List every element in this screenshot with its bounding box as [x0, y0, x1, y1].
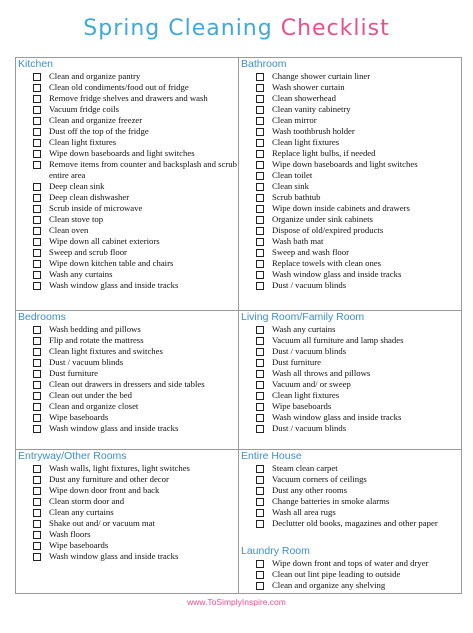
section-bathroom — [239, 58, 461, 291]
checkbox[interactable] — [256, 425, 264, 433]
checkbox[interactable] — [256, 128, 264, 136]
checkbox[interactable] — [256, 560, 264, 568]
checklist-item-label: Wipe baseboards — [49, 412, 109, 422]
checkbox[interactable] — [256, 216, 264, 224]
checklist-item — [16, 214, 238, 225]
checklist-item — [16, 368, 238, 379]
checklist-item-label: Wash window glass and inside tracks — [49, 551, 179, 561]
checkbox[interactable] — [256, 282, 264, 290]
checkbox[interactable] — [33, 227, 41, 235]
checklist-item — [16, 507, 238, 518]
checklist-item-label: Wipe down door front and back — [49, 485, 160, 495]
checklist-item — [16, 335, 238, 346]
checklist-item-label: Wash any curtains — [49, 269, 113, 279]
checklist-item — [16, 115, 238, 126]
checklist-item-label: Wash window glass and inside tracks — [272, 269, 402, 279]
checklist-item — [16, 280, 238, 291]
checkbox[interactable] — [33, 139, 41, 147]
checklist-item — [239, 390, 461, 401]
checkbox[interactable] — [256, 106, 264, 114]
checklist-item — [239, 463, 461, 474]
checklist-item-label: Scrub bathtub — [272, 192, 321, 202]
checkbox[interactable] — [256, 487, 264, 495]
checkbox[interactable] — [33, 271, 41, 279]
title-part-checklist: Checklist — [280, 16, 390, 41]
checklist-item-label: Clean storm door and — [49, 496, 125, 506]
checklist-item — [16, 346, 238, 357]
checklist-list — [16, 324, 238, 434]
checklist-item — [239, 368, 461, 379]
checkbox[interactable] — [256, 498, 264, 506]
checklist-item — [16, 551, 238, 562]
checklist-list — [239, 558, 461, 591]
checkbox[interactable] — [33, 282, 41, 290]
checkbox[interactable] — [33, 216, 41, 224]
section-title: Laundry Room — [241, 545, 310, 557]
section-title: Bathroom — [241, 58, 287, 70]
checklist-item — [239, 236, 461, 247]
checklist-item-label: Clean and organize closet — [49, 401, 139, 411]
checklist-item-label: Dust furniture — [49, 368, 98, 378]
checkbox[interactable] — [33, 238, 41, 246]
checklist-item-label: Dust / vacuum blinds — [272, 423, 347, 433]
checklist-item — [239, 126, 461, 137]
checkbox[interactable] — [33, 520, 41, 528]
checkbox[interactable] — [33, 370, 41, 378]
checklist-item-label: Wipe down inside cabinets and drawers — [272, 203, 410, 213]
checklist-item-label: Dust any other rooms — [272, 485, 348, 495]
section-entryway — [16, 450, 238, 562]
checklist-item-label: Wipe down baseboards and light switches — [49, 148, 195, 158]
checklist-item-label: Clean oven — [49, 225, 89, 235]
checklist-item-label: Wash bath mat — [272, 236, 324, 246]
checklist-item-label: Wipe down all cabinet exteriors — [49, 236, 160, 246]
checklist-item-label: Clean light fixtures — [272, 137, 340, 147]
checkbox[interactable] — [33, 73, 41, 81]
section-title: Living Room/Family Room — [241, 311, 365, 323]
checklist-item-label: Vacuum fridge coils — [49, 104, 119, 114]
checklist-item-label: Wash all area rugs — [272, 507, 336, 517]
checklist-item-label: Wash window glass and inside tracks — [49, 280, 179, 290]
checklist-item-label: Wipe baseboards — [49, 540, 109, 550]
checklist-item — [16, 126, 238, 137]
checklist-item-label: Dust / vacuum blinds — [272, 346, 347, 356]
checkbox[interactable] — [33, 194, 41, 202]
checklist-item-label: Wipe down kitchen table and chairs — [49, 258, 174, 268]
checklist-item-label: Deep clean dishwasher — [49, 192, 130, 202]
checkbox[interactable] — [256, 476, 264, 484]
checklist-item — [239, 225, 461, 236]
checklist-item-label: Wipe baseboards — [272, 401, 332, 411]
checkbox[interactable] — [33, 326, 41, 334]
checklist-grid — [15, 57, 462, 594]
checkbox[interactable] — [256, 509, 264, 517]
checklist-item-label: Clean and organize freezer — [49, 115, 143, 125]
checklist-list — [239, 324, 461, 434]
checklist-item — [239, 569, 461, 580]
checklist-item-label: Wash window glass and inside tracks — [49, 423, 179, 433]
checklist-item — [16, 269, 238, 280]
checklist-item — [239, 379, 461, 390]
checklist-item-label: Wash walls, light fixtures, light switches — [49, 463, 190, 473]
checkbox[interactable] — [33, 348, 41, 356]
checklist-item — [239, 159, 461, 170]
checklist-list — [239, 463, 461, 529]
checkbox[interactable] — [33, 183, 41, 191]
checkbox[interactable] — [256, 150, 264, 158]
checklist-item — [239, 485, 461, 496]
checklist-item — [16, 247, 238, 258]
checklist-item — [239, 496, 461, 507]
checklist-item — [239, 247, 461, 258]
checkbox[interactable] — [256, 582, 264, 590]
checkbox[interactable] — [33, 106, 41, 114]
checkbox[interactable] — [33, 150, 41, 158]
checkbox[interactable] — [33, 531, 41, 539]
section-title: Kitchen — [18, 58, 54, 70]
checkbox[interactable] — [33, 542, 41, 550]
checkbox[interactable] — [256, 183, 264, 191]
checklist-item — [16, 203, 238, 214]
checklist-item — [239, 346, 461, 357]
checklist-item-label: Wash bedding and pillows — [49, 324, 141, 334]
checklist-item-label: Sweep and wash floor — [272, 247, 349, 257]
checklist-item-label: Clean light fixtures — [272, 390, 340, 400]
checklist-item-label: Flip and rotate the mattress — [49, 335, 144, 345]
checklist-item — [239, 335, 461, 346]
section-title: Bedrooms — [18, 311, 66, 323]
checklist-item — [239, 401, 461, 412]
checklist-list — [239, 71, 461, 291]
checklist-item-label: Steam clean carpet — [272, 463, 338, 473]
checklist-item — [239, 412, 461, 423]
checklist-item-label: Wash all throws and pillows — [272, 368, 371, 378]
checklist-item — [16, 518, 238, 529]
checklist-item — [16, 379, 238, 390]
checkbox[interactable] — [256, 520, 264, 528]
checkbox[interactable] — [33, 403, 41, 411]
checklist-item-label: Clean out drawers in dressers and side tables — [49, 379, 205, 389]
checklist-item — [16, 192, 238, 203]
checklist-item — [239, 258, 461, 269]
checklist-item — [16, 390, 238, 401]
checklist-item — [239, 269, 461, 280]
checklist-item-label: Clean out lint pipe leading to outside — [272, 569, 401, 579]
section-living-room — [239, 311, 461, 434]
checklist-item-label: Remove fridge shelves and drawers and wash — [49, 93, 208, 103]
checklist-item — [239, 82, 461, 93]
title-part-spring-cleaning: Spring Cleaning — [83, 16, 273, 41]
checklist-item — [239, 474, 461, 485]
checklist-item — [239, 324, 461, 335]
section-laundry-room — [239, 545, 461, 591]
checkbox[interactable] — [256, 238, 264, 246]
checklist-item — [16, 148, 238, 159]
checklist-item-label: Dust / vacuum blinds — [49, 357, 124, 367]
checklist-item — [239, 192, 461, 203]
checklist-item — [239, 518, 461, 529]
checkbox[interactable] — [33, 117, 41, 125]
checkbox[interactable] — [256, 249, 264, 257]
checklist-item-label: Declutter old books, magazines and other paper — [272, 518, 438, 528]
checklist-item-label: Shake out and/ or vacuum mat — [49, 518, 155, 528]
checkbox[interactable] — [256, 260, 264, 268]
checkbox[interactable] — [256, 227, 264, 235]
checkbox[interactable] — [256, 95, 264, 103]
checklist-item — [16, 225, 238, 236]
checklist-item-label: Change shower curtain liner — [272, 71, 371, 81]
checklist-item — [16, 423, 238, 434]
checklist-item-label: Vacuum all furniture and lamp shades — [272, 335, 404, 345]
checklist-item-label: Organize under sink cabinets — [272, 214, 373, 224]
checklist-item — [16, 82, 238, 93]
checklist-item — [239, 423, 461, 434]
section-entire-house — [239, 450, 461, 529]
checkbox[interactable] — [33, 487, 41, 495]
checklist-item-label: Clean old condiments/food out of fridge — [49, 82, 189, 92]
checklist-item — [16, 463, 238, 474]
checklist-item-label: Clean any curtains — [49, 507, 114, 517]
checkbox[interactable] — [33, 249, 41, 257]
checklist-item-label: Wash window glass and inside tracks — [272, 412, 402, 422]
checklist-item-label: Sweep and scrub floor — [49, 247, 127, 257]
checklist-item — [16, 529, 238, 540]
section-kitchen — [16, 58, 238, 291]
checklist-item — [239, 115, 461, 126]
checkbox[interactable] — [33, 498, 41, 506]
checklist-item — [239, 357, 461, 368]
checklist-item — [16, 412, 238, 423]
checklist-item-label: Clean sink — [272, 181, 309, 191]
checklist-item-label: Wash shower curtain — [272, 82, 345, 92]
checkbox[interactable] — [256, 326, 264, 334]
checkbox[interactable] — [256, 161, 264, 169]
checkbox[interactable] — [33, 465, 41, 473]
checklist-item — [239, 203, 461, 214]
checklist-item-label: Clean mirror — [272, 115, 317, 125]
checkbox[interactable] — [33, 161, 41, 169]
checklist-item — [16, 540, 238, 551]
checkbox[interactable] — [33, 260, 41, 268]
checkbox[interactable] — [33, 425, 41, 433]
checklist-item — [239, 104, 461, 115]
checklist-item-label: Wash any curtains — [272, 324, 336, 334]
checklist-list — [16, 463, 238, 562]
checklist-item-label: Wash floors — [49, 529, 91, 539]
checkbox[interactable] — [33, 414, 41, 422]
checkbox[interactable] — [33, 95, 41, 103]
checkbox[interactable] — [256, 73, 264, 81]
checkbox[interactable] — [33, 84, 41, 92]
checklist-item — [239, 71, 461, 82]
checklist-item — [16, 357, 238, 368]
checklist-item-label: Wash toothbrush holder — [272, 126, 355, 136]
checklist-item — [16, 181, 238, 192]
checkbox[interactable] — [256, 271, 264, 279]
checkbox[interactable] — [256, 172, 264, 180]
checklist-item-label: Dust furniture — [272, 357, 321, 367]
checkbox[interactable] — [256, 205, 264, 213]
checkbox[interactable] — [256, 381, 264, 389]
checklist-item-label: Dispose of old/expired products — [272, 225, 384, 235]
checklist-item — [16, 324, 238, 335]
checklist-item-label: Scrub inside of microwave — [49, 203, 143, 213]
checklist-item-label: Clean toilet — [272, 170, 313, 180]
checklist-item-label: Dust / vacuum blinds — [272, 280, 347, 290]
section-title: Entryway/Other Rooms — [18, 450, 127, 462]
checklist-item — [239, 558, 461, 569]
checklist-item — [239, 507, 461, 518]
checklist-item-label: Clean vanity cabinetry — [272, 104, 351, 114]
checklist-item-label: Replace towels with clean ones — [272, 258, 382, 268]
checklist-item-label: Clean light fixtures — [49, 137, 117, 147]
checklist-item-label: Vacuum corners of ceilings — [272, 474, 367, 484]
checklist-item-label: Replace light bulbs, if needed — [272, 148, 376, 158]
checklist-item-label: Dust any furniture and other decor — [49, 474, 169, 484]
checkbox[interactable] — [256, 194, 264, 202]
checklist-item-label: Vacuum and/ or sweep — [272, 379, 351, 389]
checklist-item — [16, 159, 238, 181]
checklist-item — [16, 485, 238, 496]
section-bedrooms — [16, 311, 238, 434]
checkbox[interactable] — [256, 84, 264, 92]
section-title: Entire House — [241, 450, 302, 462]
checkbox[interactable] — [33, 553, 41, 561]
checkbox[interactable] — [256, 359, 264, 367]
checklist-item — [239, 280, 461, 291]
checklist-item — [239, 181, 461, 192]
checkbox[interactable] — [256, 348, 264, 356]
checkbox[interactable] — [256, 403, 264, 411]
checklist-item — [16, 258, 238, 269]
checklist-item — [16, 401, 238, 412]
checklist-item — [239, 137, 461, 148]
checklist-item-label: Clean light fixtures and switches — [49, 346, 163, 356]
checkbox[interactable] — [33, 337, 41, 345]
checklist-item-label: Remove items from counter and backsplash and scrub entire area — [49, 159, 237, 180]
checkbox[interactable] — [33, 359, 41, 367]
checkbox[interactable] — [33, 128, 41, 136]
checklist-item-label: Deep clean sink — [49, 181, 105, 191]
checklist-item — [239, 580, 461, 591]
checklist-item — [16, 236, 238, 247]
checkbox[interactable] — [256, 571, 264, 579]
checklist-item — [239, 214, 461, 225]
checkbox[interactable] — [33, 205, 41, 213]
checkbox[interactable] — [256, 392, 264, 400]
checkbox[interactable] — [256, 414, 264, 422]
page-title — [0, 16, 473, 52]
checklist-item — [16, 104, 238, 115]
checklist-item — [16, 137, 238, 148]
checklist-item-label: Clean out under the bed — [49, 390, 132, 400]
checkbox[interactable] — [256, 117, 264, 125]
checklist-item-label: Clean and organize pantry — [49, 71, 141, 81]
checkbox[interactable] — [256, 370, 264, 378]
checkbox[interactable] — [256, 139, 264, 147]
checklist-item-label: Wipe down front and tops of water and dryer — [272, 558, 429, 568]
checklist-item — [16, 474, 238, 485]
checkbox[interactable] — [256, 465, 264, 473]
footer-url: www.ToSimplyInspire.com — [187, 597, 286, 607]
checklist-item-label: Clean stove top — [49, 214, 104, 224]
checklist-item — [239, 148, 461, 159]
checklist-item — [16, 93, 238, 104]
checklist-item-label: Change batteries in smoke alarms — [272, 496, 390, 506]
checkbox[interactable] — [33, 509, 41, 517]
checklist-item-label: Wipe down baseboards and light switches — [272, 159, 418, 169]
checklist-item-label: Clean and organize any shelving — [272, 580, 386, 590]
checklist-item-label: Dust off the top of the fridge — [49, 126, 149, 136]
checklist-item — [239, 170, 461, 181]
checklist-item-label: Clean showerhead — [272, 93, 336, 103]
checklist-list — [16, 71, 238, 291]
checkbox[interactable] — [33, 476, 41, 484]
checkbox[interactable] — [33, 392, 41, 400]
checklist-item — [16, 496, 238, 507]
checklist-item — [16, 71, 238, 82]
checkbox[interactable] — [256, 337, 264, 345]
checkbox[interactable] — [33, 381, 41, 389]
checklist-item — [239, 93, 461, 104]
